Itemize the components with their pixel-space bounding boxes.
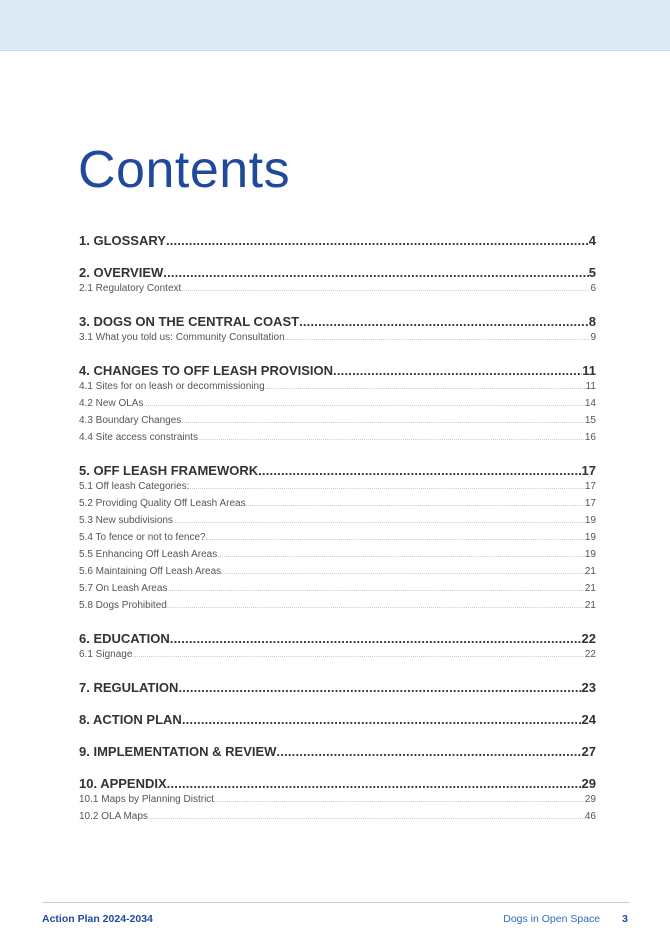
toc-section-entry[interactable]: [79, 712, 596, 730]
footer-divider: [42, 902, 630, 903]
toc-entry-page-number: 27: [581, 744, 596, 759]
toc-entry-label: 5.7 On Leash Areas: [79, 583, 168, 594]
toc-leader-dots: [167, 776, 582, 791]
toc-entry-page-number: 16: [584, 432, 596, 443]
toc-entry-page-number: 24: [581, 712, 596, 727]
toc-leader-dots: [265, 384, 586, 391]
header-band: [0, 0, 670, 51]
toc-leader-dots: [198, 435, 585, 442]
toc-entry-label: 2.1 Regulatory Context: [79, 283, 182, 294]
toc-entry-label: 4.3 Boundary Changes: [79, 415, 182, 426]
toc-entry-page-number: 17: [584, 498, 596, 509]
toc-leader-dots: [143, 401, 584, 408]
toc-entry-page-number: 21: [584, 566, 596, 577]
toc-section-entry[interactable]: [79, 233, 596, 251]
toc-entry-label: 10. APPENDIX: [79, 776, 167, 791]
toc-leader-dots: [182, 712, 582, 727]
toc-entry-label: 4. CHANGES TO OFF LEASH PROVISION: [79, 363, 334, 378]
toc-entry-label: 7. REGULATION: [79, 680, 179, 695]
toc-entry-page-number: 17: [581, 463, 596, 478]
toc-subsection-entry[interactable]: [79, 532, 596, 549]
toc-subsection-entry[interactable]: [79, 794, 596, 811]
toc-entry-label: 4.4 Site access constraints: [79, 432, 198, 443]
toc-entry-page-number: 11: [582, 363, 596, 378]
toc-subsection-entry[interactable]: [79, 515, 596, 532]
toc-entry-page-number: 9: [590, 332, 596, 343]
toc-leader-dots: [166, 233, 589, 248]
toc-entry-label: 5.6 Maintaining Off Leash Areas: [79, 566, 222, 577]
toc-subsection-entry[interactable]: [79, 498, 596, 515]
toc-section-entry[interactable]: [79, 314, 596, 332]
toc-leader-dots: [181, 418, 585, 425]
toc-subsection-entry[interactable]: [79, 649, 596, 666]
toc-subsection-entry[interactable]: [79, 600, 596, 617]
table-of-contents: [79, 233, 596, 828]
toc-entry-page-number: 46: [584, 811, 596, 822]
toc-entry-label: 5.8 Dogs Prohibited: [79, 600, 167, 611]
toc-entry-label: 4.2 New OLAs: [79, 398, 144, 409]
toc-entry-page-number: 19: [584, 515, 596, 526]
toc-leader-dots: [276, 744, 581, 759]
toc-entry-label: 5.4 To fence or not to fence?: [79, 532, 206, 543]
toc-subsection-entry[interactable]: [79, 811, 596, 828]
toc-entry-page-number: 19: [584, 532, 596, 543]
toc-entry-page-number: 4: [588, 233, 596, 248]
toc-subsection-entry[interactable]: [79, 381, 596, 398]
toc-subsection-entry[interactable]: [79, 432, 596, 449]
toc-leader-dots: [246, 501, 585, 508]
toc-subsection-entry[interactable]: [79, 481, 596, 498]
toc-entry-page-number: 29: [584, 794, 596, 805]
toc-section-entry[interactable]: [79, 265, 596, 283]
toc-entry-label: 4.1 Sites for on leash or decommissioning: [79, 381, 265, 392]
toc-section-entry[interactable]: [79, 680, 596, 698]
toc-entry-page-number: 11: [585, 381, 596, 392]
footer-right: [503, 913, 628, 925]
toc-entry-page-number: 22: [584, 649, 596, 660]
toc-entry-label: 5.2 Providing Quality Off Leash Areas: [79, 498, 246, 509]
footer-page-number: 3: [622, 913, 628, 925]
toc-leader-dots: [217, 552, 585, 559]
toc-entry-label: 6. EDUCATION: [79, 631, 170, 646]
toc-subsection-entry[interactable]: [79, 332, 596, 349]
footer-section-title: Dogs in Open Space: [503, 913, 601, 925]
toc-entry-page-number: 22: [581, 631, 596, 646]
toc-entry-label: 10.2 OLA Maps: [79, 811, 148, 822]
toc-entry-page-number: 19: [584, 549, 596, 560]
toc-entry-page-number: 29: [581, 776, 596, 791]
toc-entry-label: 5.3 New subdivisions: [79, 515, 173, 526]
toc-leader-dots: [167, 603, 585, 610]
toc-leader-dots: [206, 535, 585, 542]
toc-leader-dots: [132, 652, 584, 659]
toc-leader-dots: [163, 265, 588, 280]
toc-entry-page-number: 5: [588, 265, 596, 280]
toc-leader-dots: [170, 631, 582, 646]
toc-entry-page-number: 14: [584, 398, 596, 409]
toc-subsection-entry[interactable]: [79, 583, 596, 600]
toc-section-entry[interactable]: [79, 463, 596, 481]
toc-leader-dots: [333, 363, 582, 378]
toc-entry-label: 6.1 Signage: [79, 649, 133, 660]
toc-subsection-entry[interactable]: [79, 415, 596, 432]
toc-entry-page-number: 21: [584, 600, 596, 611]
toc-leader-dots: [258, 463, 581, 478]
toc-entry-page-number: 8: [588, 314, 596, 329]
toc-entry-label: 10.1 Maps by Planning District: [79, 794, 215, 805]
toc-leader-dots: [167, 586, 584, 593]
toc-leader-dots: [148, 814, 585, 821]
toc-entry-label: 5.1 Off leash Categories:: [79, 481, 190, 492]
toc-entry-label: 2. OVERVIEW: [79, 265, 164, 280]
toc-subsection-entry[interactable]: [79, 398, 596, 415]
toc-subsection-entry[interactable]: [79, 566, 596, 583]
page-title: Contents: [78, 141, 291, 199]
toc-leader-dots: [181, 286, 590, 293]
toc-leader-dots: [221, 569, 585, 576]
toc-entry-label: 1. GLOSSARY: [79, 233, 166, 248]
toc-entry-page-number: 15: [584, 415, 596, 426]
toc-section-entry[interactable]: [79, 744, 596, 762]
toc-entry-label: 3.1 What you told us: Community Consultation: [79, 332, 285, 343]
toc-section-entry[interactable]: [79, 776, 596, 794]
toc-subsection-entry[interactable]: [79, 549, 596, 566]
toc-subsection-entry[interactable]: [79, 283, 596, 300]
toc-entry-label: 9. IMPLEMENTATION & REVIEW: [79, 744, 277, 759]
toc-leader-dots: [189, 484, 584, 491]
toc-entry-label: 5. OFF LEASH FRAMEWORK: [79, 463, 259, 478]
toc-leader-dots: [299, 314, 589, 329]
toc-leader-dots: [214, 797, 585, 804]
toc-entry-label: 5.5 Enhancing Off Leash Areas: [79, 549, 218, 560]
toc-entry-label: 3. DOGS ON THE CENTRAL COAST: [79, 314, 300, 329]
toc-entry-label: 8. ACTION PLAN: [79, 712, 182, 727]
toc-entry-page-number: 6: [590, 283, 596, 294]
toc-section-entry[interactable]: [79, 363, 596, 381]
toc-entry-page-number: 17: [584, 481, 596, 492]
footer-document-title: Action Plan 2024-2034: [42, 913, 153, 925]
toc-entry-page-number: 21: [584, 583, 596, 594]
toc-leader-dots: [285, 335, 591, 342]
toc-section-entry[interactable]: [79, 631, 596, 649]
toc-leader-dots: [173, 518, 585, 525]
toc-leader-dots: [178, 680, 581, 695]
toc-entry-page-number: 23: [581, 680, 596, 695]
